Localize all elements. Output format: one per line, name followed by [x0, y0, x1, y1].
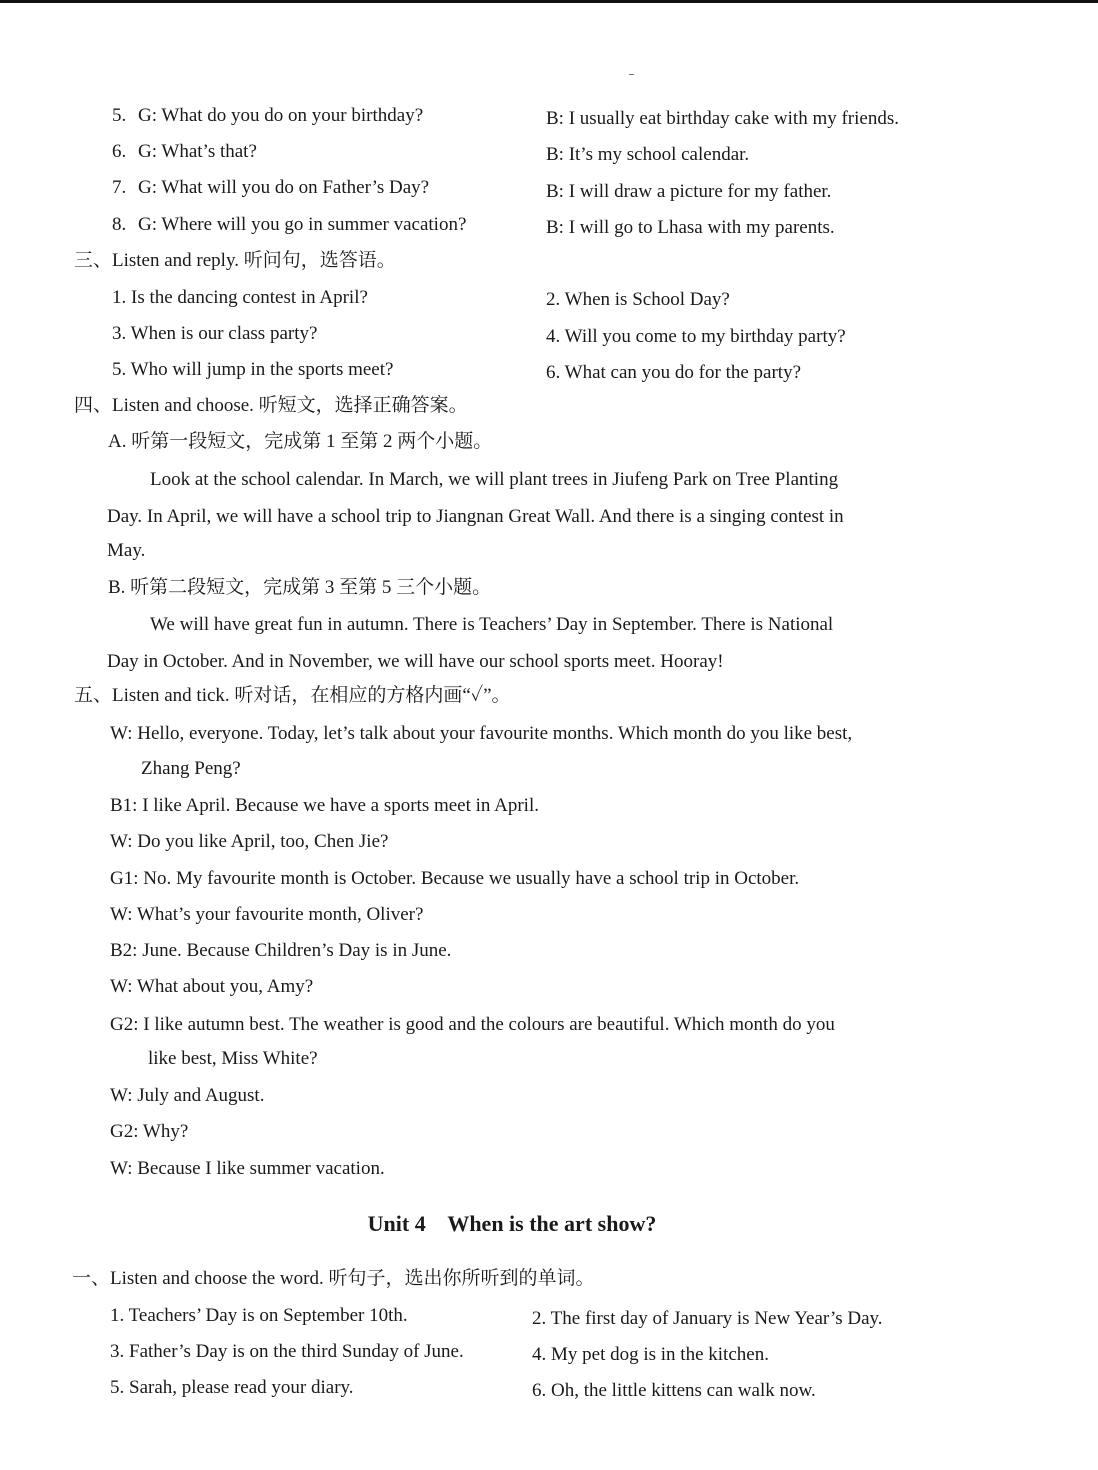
dialog-line-4: G1: No. My favourite month is October. Because we usually have a school trip in October.	[110, 868, 800, 889]
dialog-line-7: W: What about you, Amy?	[110, 976, 314, 997]
s2-5-num: 5.	[112, 105, 127, 126]
s2-7-question: G: What will you do on Father’s Day?	[138, 177, 430, 198]
dialog-line-8: G2: I like autumn best. The weather is good and the colours are beautiful. Which month do you	[110, 1014, 835, 1035]
s3-item-3: 3. When is our class party?	[112, 323, 318, 344]
dialog-line-8-cont: like best, Miss White?	[148, 1048, 318, 1069]
s2-7-num: 7.	[112, 177, 127, 198]
u4-item-2: 2. The first day of January is New Year’s Day.	[532, 1308, 883, 1329]
section4-heading: 四、Listen and choose. 听短文，选择正确答案。	[74, 395, 468, 416]
unit4-section1-heading: 一、Listen and choose the word. 听句子，选出你所听到的单词。	[72, 1268, 595, 1289]
s4-part-a-line-2: Day. In April, we will have a school trip to Jiangnan Great Wall. And there is a singing contest in	[107, 506, 844, 527]
section3-heading: 三、Listen and reply. 听问句，选答语。	[74, 250, 396, 271]
top-border	[0, 0, 1098, 3]
dialog-line-6: B2: June. Because Children’s Day is in June.	[110, 940, 452, 961]
s3-item-4: 4. Will you come to my birthday party?	[546, 326, 846, 347]
dialog-line-9: W: July and August.	[110, 1085, 265, 1106]
s4-part-b-line-2: Day in October. And in November, we will have our school sports meet. Hooray!	[107, 651, 724, 672]
u4-item-1: 1. Teachers’ Day is on September 10th.	[110, 1305, 408, 1326]
unit4-title: Unit 4 When is the art show?	[367, 1211, 657, 1236]
dialog-line-1: W: Hello, everyone. Today, let’s talk about your favourite months. Which month do you like best,	[110, 723, 853, 744]
s4-part-a-label: A. 听第一段短文，完成第 1 至第 2 两个小题。	[108, 431, 493, 452]
s2-8-answer: B: I will go to Lhasa with my parents.	[546, 217, 835, 238]
dialog-line-5: W: What’s your favourite month, Oliver?	[110, 904, 424, 925]
s3-item-6: 6. What can you do for the party?	[546, 362, 802, 383]
section5-heading: 五、Listen and tick. 听对话，在相应的方格内画“✓”。	[74, 685, 511, 706]
s2-6-answer: B: It’s my school calendar.	[546, 144, 750, 165]
s3-item-1: 1. Is the dancing contest in April?	[112, 287, 368, 308]
u4-item-4: 4. My pet dog is in the kitchen.	[532, 1344, 769, 1365]
s2-6-question: G: What’s that?	[138, 141, 257, 162]
s3-item-2: 2. When is School Day?	[546, 289, 730, 310]
s4-part-b-label: B. 听第二段短文，完成第 3 至第 5 三个小题。	[108, 577, 492, 598]
s2-5-answer: B: I usually eat birthday cake with my friends.	[546, 108, 899, 129]
dialog-line-1-cont: Zhang Peng?	[141, 758, 241, 779]
u4-item-6: 6. Oh, the little kittens can walk now.	[532, 1380, 816, 1401]
s4-part-a-line-1: Look at the school calendar. In March, we will plant trees in Jiufeng Park on Tree Planting	[150, 469, 839, 490]
s2-5-question: G: What do you do on your birthday?	[138, 105, 424, 126]
dialog-line-2: B1: I like April. Because we have a sports meet in April.	[110, 795, 539, 816]
s3-item-5: 5. Who will jump in the sports meet?	[112, 359, 394, 380]
s4-part-b-line-1: We will have great fun in autumn. There is Teachers’ Day in September. There is National	[150, 614, 834, 635]
dialog-line-3: W: Do you like April, too, Chen Jie?	[110, 831, 389, 852]
dialog-line-10: G2: Why?	[110, 1121, 189, 1142]
u4-item-3: 3. Father’s Day is on the third Sunday of June.	[110, 1341, 464, 1362]
s4-part-a-line-3: May.	[107, 540, 146, 561]
s2-8-num: 8.	[112, 214, 127, 235]
s2-7-answer: B: I will draw a picture for my father.	[546, 181, 832, 202]
dialog-line-11: W: Because I like summer vacation.	[110, 1158, 385, 1179]
page-mark	[629, 74, 634, 75]
s2-6-num: 6.	[112, 141, 127, 162]
u4-item-5: 5. Sarah, please read your diary.	[110, 1377, 354, 1398]
s2-8-question: G: Where will you go in summer vacation?	[138, 214, 467, 235]
